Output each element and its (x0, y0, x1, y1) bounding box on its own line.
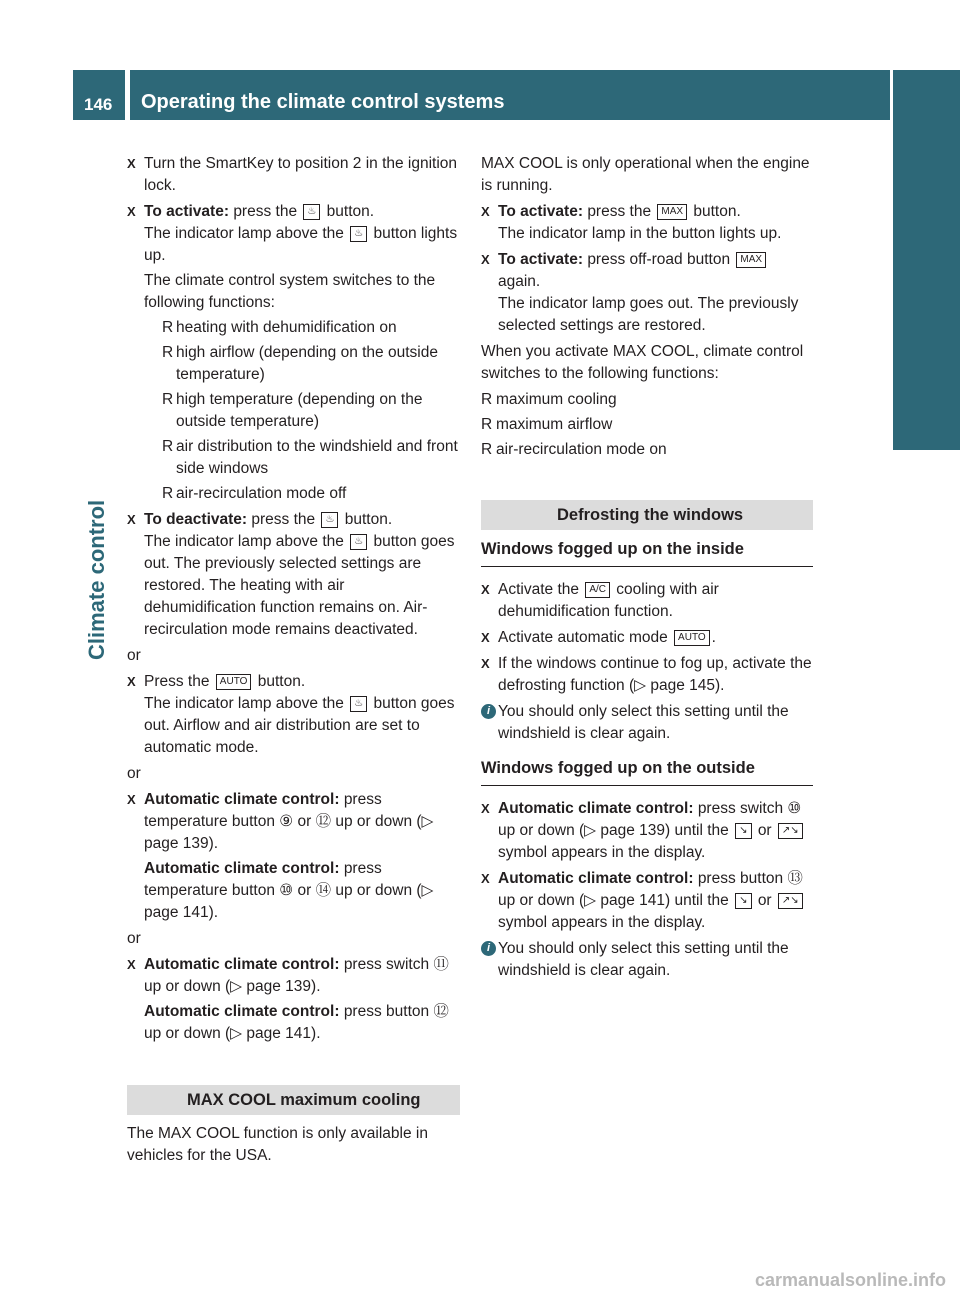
step-arrow-icon: X (127, 957, 136, 972)
section-heading-maxcool: MAX COOL maximum cooling (127, 1085, 460, 1115)
step-item: X Activate automatic mode AUTO . (481, 627, 813, 649)
step-item: X Press the AUTO button. The indicator lamp above the ♨ button goes out. Airflow and air distribution are set to automatic mode. (127, 673, 455, 756)
defrost-max-icon: ♨ (350, 226, 367, 242)
subheading-outside: Windows fogged up on the outside (481, 757, 813, 786)
max-cool-icon: MAX (657, 204, 687, 220)
max-cool-icon: MAX (736, 252, 766, 268)
step-item (127, 153, 460, 197)
step-item: X To deactivate: press the ♨ button. The indicator lamp above the ♨ button goes out. The previously selected settings are restored. The heating with air dehumidification function remains on. Air-recirculation mode remains deactivated. (127, 511, 455, 638)
page-number: 146 (84, 95, 113, 114)
step-arrow-icon: X (481, 252, 490, 267)
list-item: R high airflow (depending on the outside temperature) (162, 344, 438, 383)
air-distribution-icon: ↗↘ (778, 823, 803, 839)
info-note: i You should only select this setting until the windshield is clear again. (481, 938, 813, 982)
step-arrow-icon: X (127, 512, 136, 527)
step-text: The climate control system switches to the following functions: (144, 272, 436, 311)
step-text: button. (326, 203, 375, 220)
or-text: or (127, 930, 141, 947)
air-distribution-icon: ↗↘ (778, 893, 803, 909)
info-note: i You should only select this setting until the windshield is clear again. (481, 701, 813, 745)
step-item: X If the windows continue to fog up, activate the defrosting function (▷ page 145). (481, 655, 812, 694)
side-tab-label: Climate control (84, 499, 109, 660)
list-item: R maximum airflow (481, 416, 613, 433)
or-text: or (127, 647, 141, 664)
defrost-max-icon: ♨ (350, 696, 367, 712)
info-icon: i (481, 941, 496, 956)
step-arrow-icon: X (127, 156, 136, 171)
step-text: button lights up. (144, 225, 458, 264)
list-item: R air-recirculation mode on (481, 441, 667, 458)
defrost-max-icon: ♨ (350, 534, 367, 550)
step-item: X To activate: press the MAX button. The indicator lamp in the button lights up. (481, 203, 782, 242)
step-arrow-icon: X (127, 792, 136, 807)
watermark: carmanualsonline.info (754, 1270, 946, 1290)
ac-icon: A/C (585, 582, 610, 598)
step-text: press the (233, 203, 298, 220)
step-item (127, 201, 460, 505)
step-item: X Automatic climate control: press switch ⑪ up or down (▷ page 139). Automatic climate control: press button ⑫ up or down (▷ page 141). (127, 956, 449, 1042)
body-text: MAX COOL is only operational when the engine is running. (481, 155, 810, 194)
step-lead: To activate: (144, 203, 229, 220)
defrost-max-icon: ♨ (321, 512, 338, 528)
defrost-max-icon: ♨ (303, 204, 320, 220)
page-title: Operating the climate control systems (141, 91, 505, 113)
list-item: R maximum cooling (481, 391, 617, 408)
side-tab (893, 70, 960, 450)
section-heading-defrost: Defrosting the windows (481, 500, 813, 530)
step-arrow-icon: X (481, 801, 490, 816)
step-item: X Activate the A/C cooling with air dehumidification function. (481, 581, 719, 620)
step-arrow-icon: X (481, 582, 490, 597)
list-item: R heating with dehumidification on (162, 319, 397, 336)
body-text: The MAX COOL function is only available in vehicles for the USA. (127, 1125, 428, 1164)
subheading-inside: Windows fogged up on the inside (481, 538, 813, 567)
body-text: When you activate MAX COOL, climate control switches to the following functions: (481, 343, 804, 382)
step-arrow-icon: X (127, 204, 136, 219)
step-arrow-icon: X (127, 674, 136, 689)
step-arrow-icon: X (481, 630, 490, 645)
step-item: X Automatic climate control: press switch ⑩ up or down (▷ page 139) until the ↘ or ↗↘ symbol appears in the display. (481, 800, 802, 861)
or-text: or (127, 765, 141, 782)
step-arrow-icon: X (481, 204, 490, 219)
step-text: The indicator lamp above the (144, 225, 344, 242)
auto-icon: AUTO (216, 674, 252, 690)
step-arrow-icon: X (481, 871, 490, 886)
left-column (127, 153, 460, 1171)
air-distribution-icon: ↘ (735, 823, 751, 839)
auto-icon: AUTO (674, 630, 710, 646)
info-icon: i (481, 704, 496, 719)
list-item: R air distribution to the windshield and front side windows (162, 438, 458, 477)
step-text: Turn the SmartKey to position 2 in the ignition lock. (144, 155, 458, 194)
step-item: X Automatic climate control: press temperature button ⑨ or ⑫ up or down (▷ page 139). Automatic climate control: press temperature button ⑩ or ⑭ up or down (▷ page 141). (127, 791, 434, 921)
step-item: X Automatic climate control: press button ⑬ up or down (▷ page 141) until the ↘ or ↗↘ symbol appears in the display. (481, 870, 803, 931)
step-arrow-icon: X (481, 656, 490, 671)
air-distribution-icon: ↘ (735, 893, 751, 909)
right-column (481, 153, 813, 986)
list-item: R air-recirculation mode off (162, 485, 347, 502)
list-item: R high temperature (depending on the outside temperature) (162, 391, 423, 430)
step-item: X To activate: press off-road button MAX again. The indicator lamp goes out. The previously selected settings are restored. (481, 251, 799, 334)
